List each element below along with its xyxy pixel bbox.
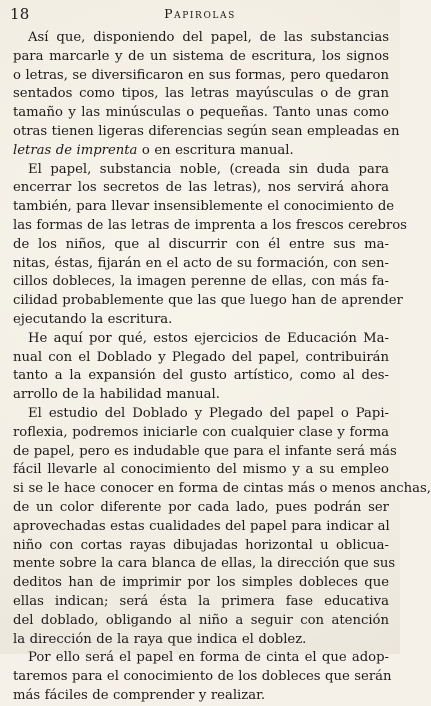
text-line: las formas de las letras de imprenta a los frescos cerebros [13,217,407,233]
text-line: nitas, éstas, fijarán en el acto de su formación, con sen- [13,255,389,271]
text-line: si se le hace conocer en forma de cintas más o menos anchas, [13,481,431,497]
text-line: la dirección de la raya que indica el doblez. [13,631,307,647]
text-fragment: o en escritura manual. [137,142,294,158]
paragraph [13,405,431,649]
text-line: otras tienen ligeras diferencias según sean empleadas en [13,123,400,139]
text-line: cillos dobleces, la imagen perenne de ellas, con más fa- [13,274,389,290]
text-line: taremos para el conocimiento de los dobleces que serán [13,669,392,685]
text-line: ejecutando la escritura. [13,311,173,327]
running-title: Papirolas [164,6,236,21]
text-line: deditos han de imprimir por los simples dobleces que [13,575,389,591]
text-line: Así que, disponiendo del papel, de las substancias [28,30,389,45]
text-line: El estudio del Doblado y Plegado del papel o Papi- [28,405,389,421]
text-line: de papel, pero es indudable que para el infante será más [13,443,397,459]
text-line: El papel, substancia noble, (creada sin duda para [28,161,389,177]
text-line: tanto a la expansión del gusto artístico, como al des- [13,368,389,384]
text-line: Por ello será el papel en forma de cinta el que adop- [28,650,389,666]
text-line: tamaño y las minúsculas o pequeñas. Tanto unas como [13,105,389,121]
text-line: fácil llevarle al conocimiento del mismo y a su empleo [13,462,389,478]
text-line: sentados como tipos, las letras mayúsculas o de gran [13,86,389,102]
italic-phrase: letras de imprenta [13,142,138,158]
text-line: roflexia, podremos iniciarle con cualquier clase y forma [13,424,389,440]
text-line: más fáciles de comprender y realizar. [13,687,266,703]
text-line: cilidad probablemente que las que luego han de aprender [13,293,403,309]
text-line: encerrar los secretos de las letras), nos servirá ahora [13,180,389,196]
page-number: 18 [10,5,30,23]
running-head [10,5,390,23]
body-text [13,29,431,706]
text-line: o letras, se diversificaron en sus formas, pero quedaron [13,67,389,83]
text-line [13,142,389,161]
text-line: para marcarle y de un sistema de escritura, los signos [13,48,389,64]
text-line: de los niños, que al discurrir con él entre sus ma- [13,236,389,252]
paragraph [13,649,392,705]
paragraph [13,29,400,161]
paragraph [13,161,407,330]
text-line: también, para llevar insensiblemente el conocimiento de [13,199,395,215]
text-line: aprovechadas estas cualidades del papel para indicar al [13,518,390,534]
text-line: He aquí por qué, estos ejercicios de Educación Ma- [28,330,389,346]
paragraph [13,330,389,405]
text-line: del doblado, obligando al niño a seguir con atención [13,612,389,628]
text-line: nual con el Doblado y Plegado del papel, contribuirán [13,349,389,365]
text-line: mente sobre la cara blanca de ellas, la dirección que sus [13,556,396,572]
text-line: niño con cortas rayas dibujadas horizontal u oblicua- [13,537,389,553]
text-line: ellas indican; será ésta la primera fase educativa [13,593,389,609]
text-line: de un color diferente por cada lado, pues podrán ser [13,499,389,515]
text-line: arrollo de la habilidad manual. [13,387,220,403]
